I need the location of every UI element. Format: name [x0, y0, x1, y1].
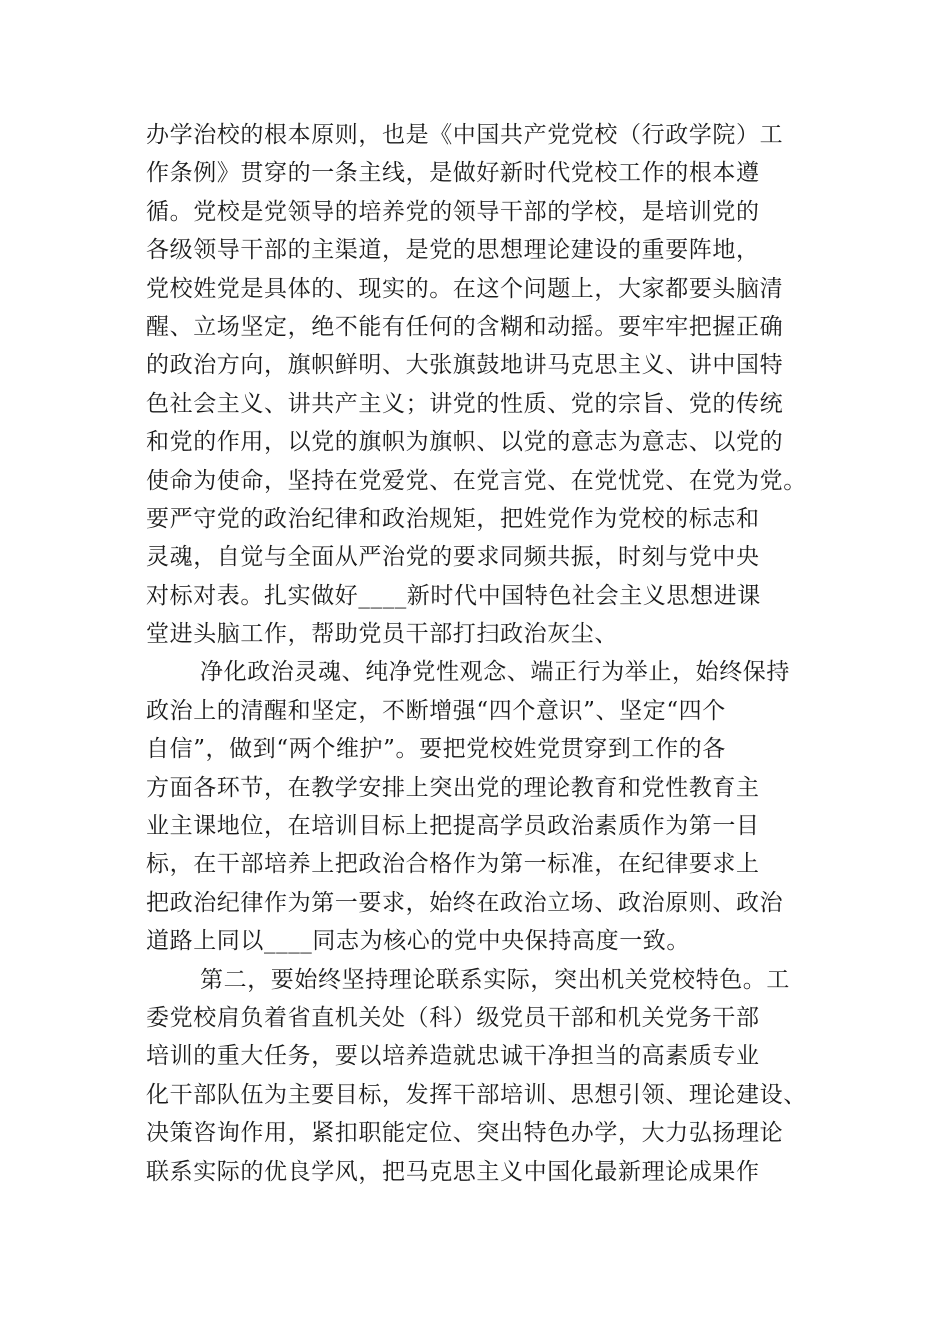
text-line: 各级领导干部的主渠道，是党的思想理论建设的重要阵地，: [146, 237, 760, 264]
text-line: 办学治校的根本原则，也是《中国共产党党校（行政学院）工: [146, 122, 784, 148]
text-line: 方面各环节，在教学安排上突出党的理论教育和党性教育主: [146, 774, 760, 801]
text-line: 业主课地位，在培训目标上把提高学员政治素质作为第一目: [146, 813, 760, 840]
text-line: 道路上同以____同志为核心的党中央保持高度一致。: [146, 928, 690, 955]
text-line: 把政治纪律作为第一要求，始终在政治立场、政治原则、政治: [146, 889, 784, 916]
text-line: 对标对表。扎实做好____新时代中国特色社会主义思想进课: [146, 582, 761, 609]
paragraph-start-line: 第二，要始终坚持理论联系实际，突出机关党校特色。工: [200, 966, 790, 993]
text-line: 政治上的清醒和坚定，不断增强“四个意识”、坚定“四个: [146, 697, 726, 724]
text-line: 循。党校是党领导的培养党的领导干部的学校，是培训党的: [146, 198, 760, 225]
text-line: 堂进头脑工作，帮助党员干部打扫政治灰尘、: [146, 621, 618, 648]
body-text: [146, 116, 826, 1191]
text-line: 色社会主义、讲共产主义；讲党的性质、党的宗旨、党的传统: [146, 390, 784, 417]
text-line: 的政治方向，旗帜鲜明、大张旗鼓地讲马克思主义、讲中国特: [146, 352, 784, 379]
text-line: 作条例》贯穿的一条主线，是做好新时代党校工作的根本遵: [146, 160, 760, 187]
paragraph-start-line: 净化政治灵魂、纯净党性观念、端正行为举止，始终保持: [200, 659, 790, 686]
text-line: 党校姓党是具体的、现实的。在这个问题上，大家都要头脑清: [146, 275, 784, 302]
text-line: 要严守党的政治纪律和政治规矩，把姓党作为党校的标志和: [146, 505, 760, 532]
text-line: 醒、立场坚定，绝不能有任何的含糊和动摇。要牢牢把握正确: [146, 313, 784, 340]
text-line: 灵魂，自觉与全面从严治党的要求同频共振，时刻与党中央: [146, 544, 760, 571]
text-line: 培训的重大任务，要以培养造就忠诚干净担当的高素质专业: [146, 1043, 760, 1070]
text-line: 委党校肩负着省直机关处（科）级党员干部和机关党务干部: [146, 1004, 760, 1031]
text-line: 使命为使命，坚持在党爱党、在党言党、在党忧党、在党为党。: [146, 467, 807, 494]
text-line: 和党的作用，以党的旗帜为旗帜、以党的意志为意志、以党的: [146, 429, 784, 456]
text-line: 标，在干部培养上把政治合格作为第一标准，在纪律要求上: [146, 851, 760, 878]
text-line: 联系实际的优良学风，把马克思主义中国化最新理论成果作: [146, 1158, 760, 1185]
text-line: 自信”，做到“两个维护”。要把党校姓党贯穿到工作的各: [146, 736, 726, 763]
text-line: 化干部队伍为主要目标，发挥干部培训、思想引领、理论建设、: [146, 1081, 807, 1108]
text-line: 决策咨询作用，紧扣职能定位、突出特色办学，大力弘扬理论: [146, 1120, 784, 1147]
